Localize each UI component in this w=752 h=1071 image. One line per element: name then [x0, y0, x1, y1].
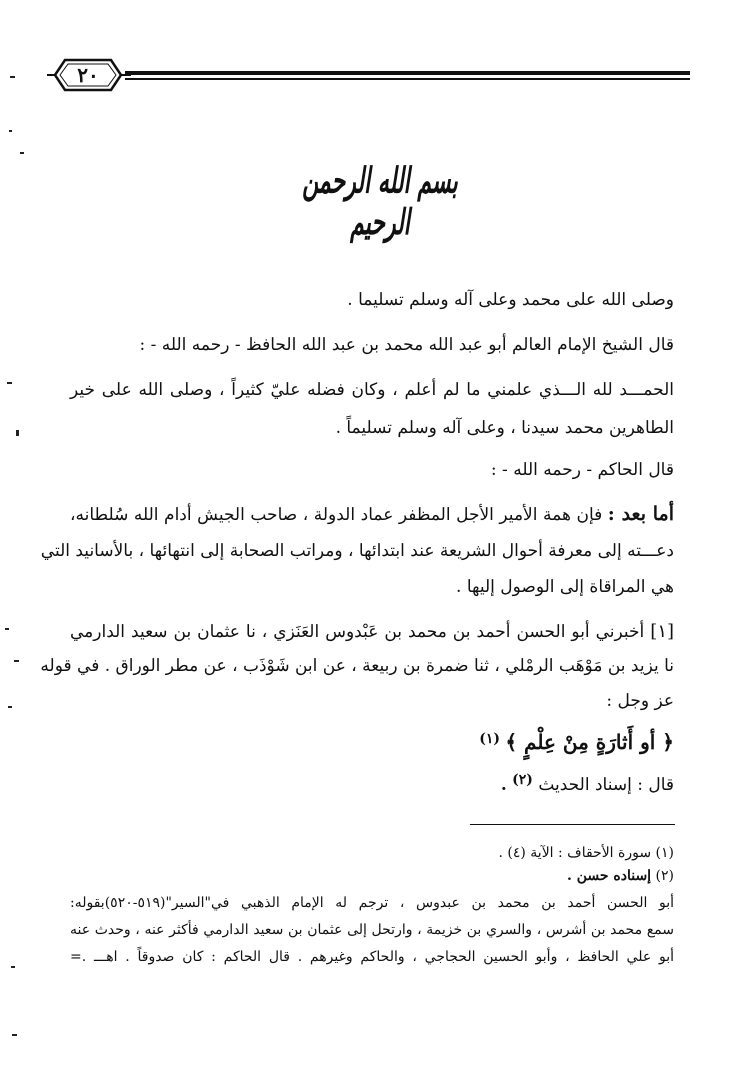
text-line: هي المراقاة إلى الوصول إليها .	[456, 577, 674, 597]
text-line	[501, 773, 674, 798]
footnote-2	[567, 866, 674, 886]
text-line: وصلى الله على محمد وعلى آله وسلم تسليما .	[347, 290, 674, 310]
text-line: نا يزيد بن مَوْهَب الرمْلي ، ثنا ضمرة بن ربيعة ، عن ابن شَوْذَب ، عن مطر الوراق . في قوله	[40, 656, 674, 676]
basmala-text: بسم الله الرحمن الرحيم	[302, 160, 458, 244]
scan-speck	[10, 76, 15, 78]
text-line: قال الشيخ الإمام العالم أبو عبد الله محمد بن عبد الله الحافظ - رحمه الله - :	[139, 335, 674, 355]
amma-baad-heading: أما بعد :	[607, 503, 674, 525]
footnote-text: إسناده حسن .	[566, 868, 652, 884]
scan-speck	[11, 966, 15, 968]
hadith-number: [١]	[650, 621, 675, 642]
text-line: الحمـــد لله الـــذي علمني ما لم أعلم ، وكان فضله عليّ كثيراً ، وصلى الله على خير	[70, 380, 674, 400]
footnote-line: أبو الحسن أحمد بن محمد بن عبدوس ، ترجم له الإمام الذهبي في"السير"(٥١٩-٥٢٠)بقوله:	[70, 895, 674, 911]
text-span: أخبرني أبو الحسن أحمد بن محمد بن عَبْدوس العَنَزي ، نا عثمان بن سعيد الدارمي	[70, 622, 645, 642]
text-line: عز وجل :	[606, 691, 674, 711]
text-span: قال : إسناد الحديث	[538, 775, 674, 795]
page-number-badge	[45, 56, 131, 94]
hadith-line	[70, 620, 674, 644]
footnote-line: أبو علي الحافظ ، وأبو الحسين الحجاجي ، والحاكم وغيرهم . قال الحاكم : كان صدوقاً . اهـــ .=	[70, 949, 674, 965]
text-line: دعـــته إلى معرفة أحوال الشريعة عند ابتدائها ، ومراتب الصحابة إلى انتهائها ، بالأسانيد التي	[40, 541, 674, 561]
scan-speck	[12, 1034, 17, 1036]
footnote-ref: (٢)	[512, 772, 533, 788]
paragraph-amma-baad	[70, 502, 674, 527]
scan-speck	[20, 152, 24, 154]
text-span: فإن همة الأمير الأجل المظفر عماد الدولة ، صاحب الجيش أدام الله سُلطانه،	[70, 505, 603, 525]
header-rule-thin	[125, 78, 690, 80]
page-number: ٢٠	[77, 63, 99, 87]
header-rule-thick	[125, 71, 690, 75]
page-header	[45, 56, 690, 96]
text-span: .	[500, 775, 507, 795]
scan-speck	[7, 382, 12, 384]
scan-speck	[14, 660, 19, 662]
basmala-calligraphy	[300, 158, 460, 244]
scan-speck	[9, 130, 12, 132]
footnote-line: سمع محمد بن أشرس ، والسري بن خزيمة ، وارتحل إلى عثمان بن سعيد الدارمي فأكثر عنه ، وحدث عنه	[70, 922, 674, 938]
scan-speck	[8, 706, 12, 708]
footnote-1: (١) سورة الأحقاف : الآية (٤) .	[498, 845, 674, 861]
text-line: قال الحاكم - رحمه الله - :	[490, 460, 674, 480]
text-line: الطاهرين محمد سيدنا ، وعلى آله وسلم تسليماً .	[335, 418, 674, 438]
quran-verse: ﴿ أو أَثارَةٍ مِنْ عِلْمٍ ﴾	[505, 730, 674, 754]
scan-speck	[16, 430, 19, 436]
footnote-label: (٢)	[655, 868, 674, 884]
quran-verse-line	[479, 730, 674, 757]
scan-speck	[5, 628, 9, 630]
footnote-ref: (١)	[479, 731, 500, 747]
footnote-divider	[470, 824, 675, 825]
